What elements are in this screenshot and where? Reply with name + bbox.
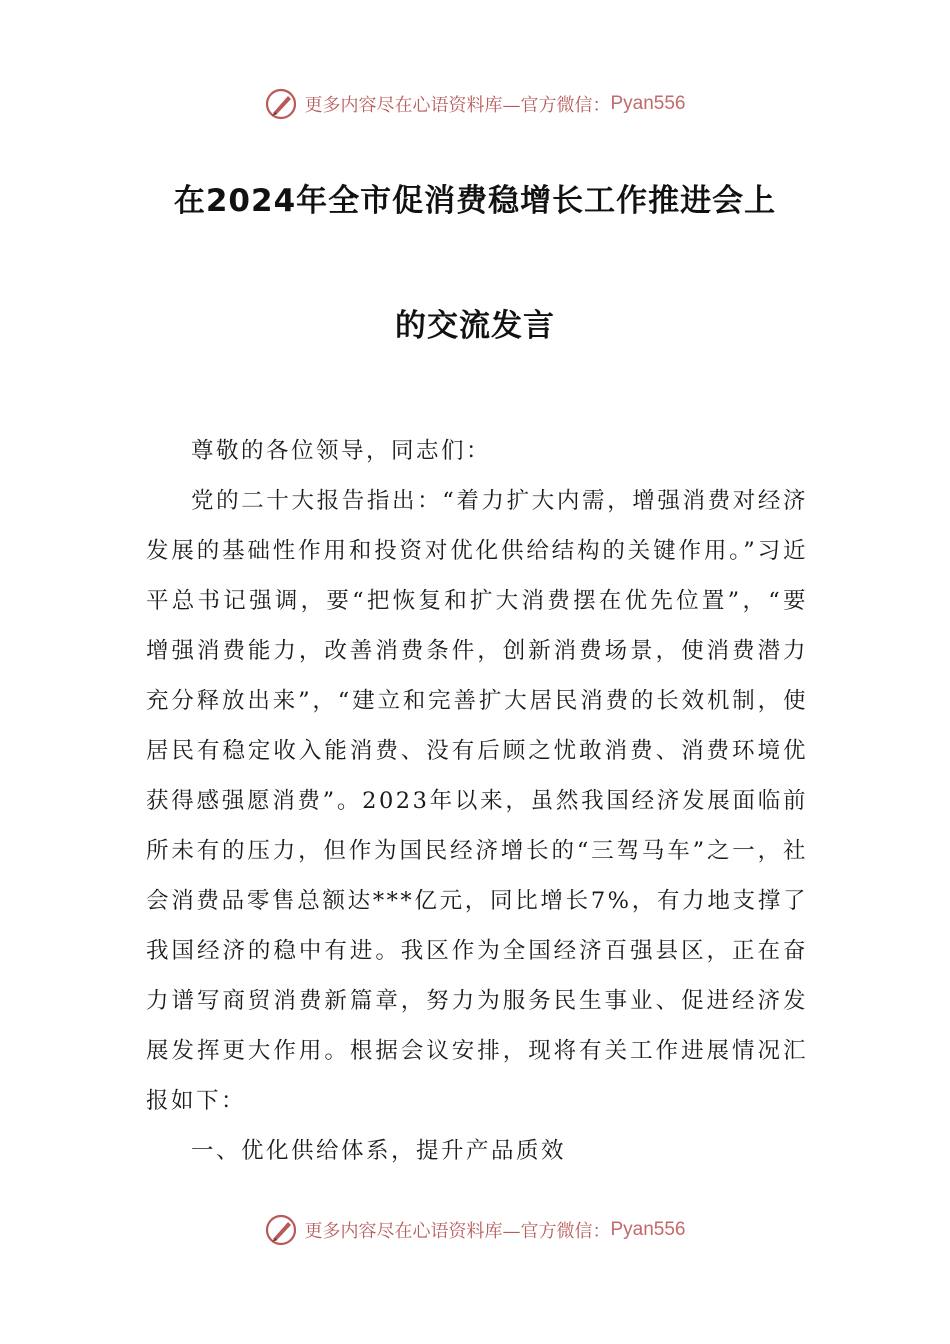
salutation: 尊敬的各位领导，同志们： <box>191 438 492 464</box>
banner-wechat-id: Pyan556 <box>610 1219 686 1240</box>
paragraph-1: 党的二十大报告指出：“着力扩大内需，增强消费对经济发展的基础性作用和投资对优化供给结构的关键作用。”习近平总书记强调，要“把恢复和扩大消费摆在优先位置”，“要增强消费能力，改善消费条件，创新消费场景，使消费潜力充分释放出来”，“建立和完善扩大居民消费的长效机制，使居民有稳定收入能消费、没有后顾之忧敢消费、消费环境优获得感强愿消费”。2023年以来，虽然我国经济发展面临前所未有的压力，但作为国民经济增长的“三驾马车”之一，社会消费品零售总额达***亿元，同比增长7%，有力地支撑了我国经济的稳中有进。我区作为全国经济百强县区，正在奋力谱写商贸消费新篇章，努力为服务民生事业、促进经济发展发挥更大作用。根据会议安排，现将有关工作进展情况汇报如下： <box>146 488 808 1114</box>
watermark-banner-bottom <box>0 1210 950 1250</box>
watermark-banner-top <box>0 84 950 124</box>
document-title-line-1: 在2024年全市促消费稳增长工作推进会上 <box>173 183 777 219</box>
section-heading-1: 一、优化供给体系，提升产品质效 <box>191 1138 567 1164</box>
document-body <box>146 426 808 1176</box>
pen-circle-logo-icon <box>264 1213 298 1247</box>
document-title-line-2: 的交流发言 <box>395 308 555 344</box>
banner-text: 更多内容尽在心语资料库—官方微信： <box>304 95 611 116</box>
pen-circle-logo-icon <box>264 87 298 121</box>
banner-text: 更多内容尽在心语资料库—官方微信： <box>304 1221 611 1242</box>
banner-wechat-id: Pyan556 <box>610 93 686 114</box>
